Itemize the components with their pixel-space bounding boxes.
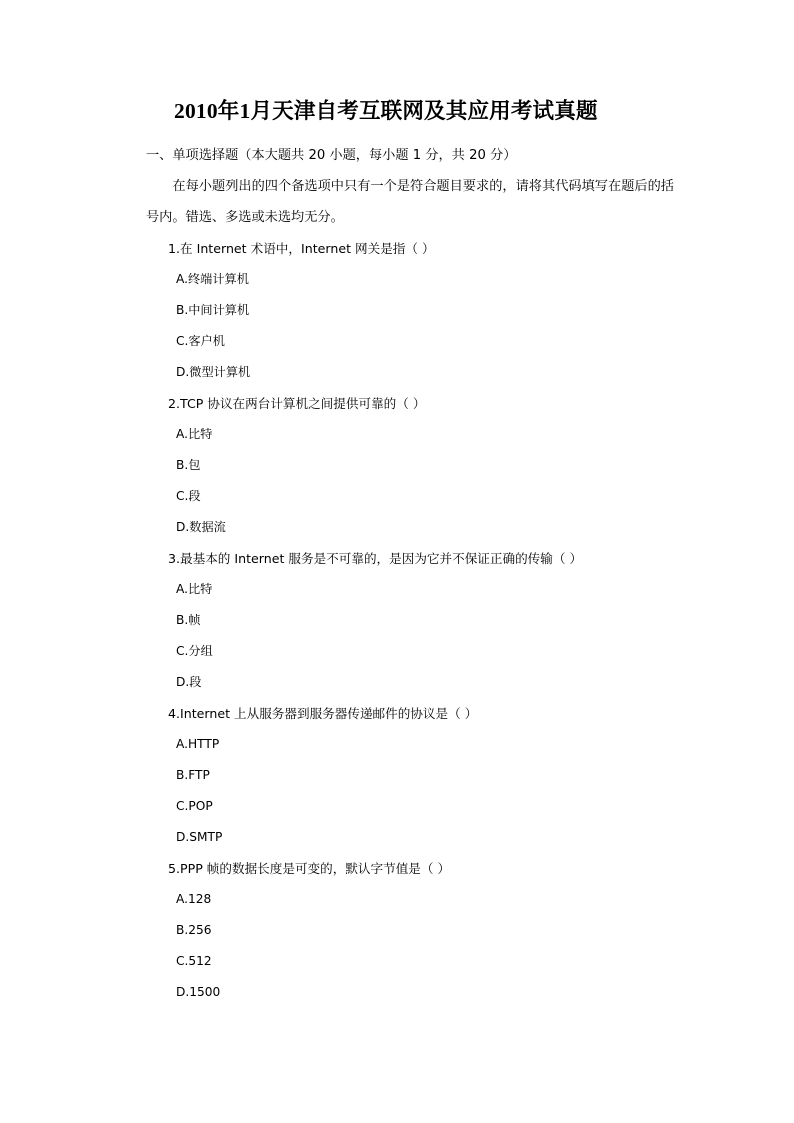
question-option: D.数据流 — [176, 520, 226, 535]
question-option: D.SMTP — [176, 830, 223, 845]
question-stem: 4.Internet 上从服务器到服务器传递邮件的协议是（ ） — [168, 706, 478, 722]
question-item — [146, 543, 674, 698]
section-instruction: 在每小题列出的四个备选项中只有一个是符合题目要求的，请将其代码填写在题后的括号内。错选、多选或未选均无分。 — [146, 179, 674, 226]
question-option: B.帧 — [176, 613, 201, 628]
question-stem: 3.最基本的 Internet 服务是不可靠的，是因为它并不保证正确的传输（ ） — [168, 551, 583, 567]
question-option: B.中间计算机 — [176, 303, 250, 318]
question-item — [146, 388, 674, 543]
question-option: C.客户机 — [176, 334, 225, 349]
question-option: C.分组 — [176, 644, 213, 659]
question-stem: 2.TCP 协议在两台计算机之间提供可靠的（ ） — [168, 396, 426, 412]
question-option: D.1500 — [176, 985, 221, 1000]
question-option: B.包 — [176, 458, 201, 473]
question-item — [146, 698, 674, 853]
question-stem: 1.在 Internet 术语中，Internet 网关是指（ ） — [168, 241, 435, 257]
question-option: A.比特 — [176, 427, 213, 442]
question-option: B.256 — [176, 923, 212, 938]
question-option: C.段 — [176, 489, 201, 504]
question-option: A.比特 — [176, 582, 213, 597]
section-heading: 一、单项选择题（本大题共 20 小题，每小题 1 分，共 20 分） — [146, 148, 517, 164]
question-option: D.微型计算机 — [176, 365, 251, 380]
question-option: A.128 — [176, 892, 212, 907]
question-option: B.FTP — [176, 768, 210, 783]
question-option: D.段 — [176, 675, 202, 690]
question-item — [146, 233, 674, 388]
page-title: 2010年1月天津自考互联网及其应用考试真题 — [174, 99, 598, 123]
question-option: A.HTTP — [176, 737, 220, 752]
question-stem: 5.PPP 帧的数据长度是可变的，默认字节值是（ ） — [168, 861, 451, 877]
question-item — [146, 853, 674, 1008]
question-option: C.POP — [176, 799, 213, 814]
question-option: A.终端计算机 — [176, 272, 249, 287]
question-option: C.512 — [176, 954, 212, 969]
